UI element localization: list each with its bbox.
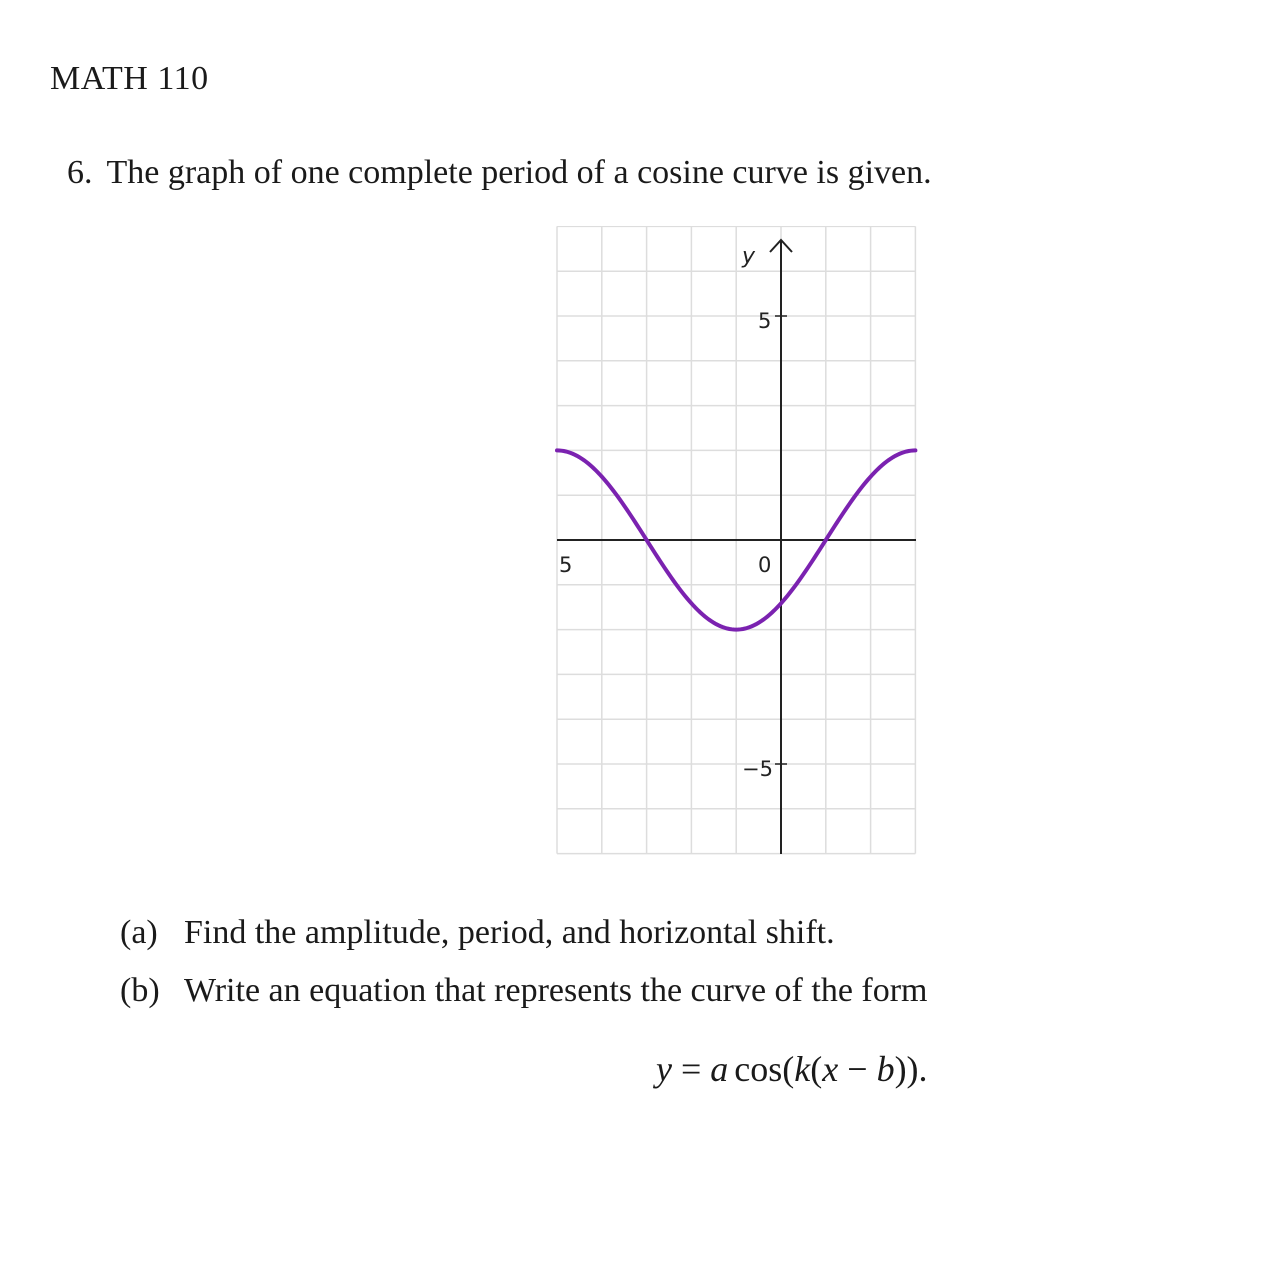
question-text: The graph of one complete period of a cosine curve is given. [106, 154, 932, 191]
part-b-text: Write an equation that represents the curve of the form [184, 972, 928, 1009]
formula-cos: cos( [734, 1049, 795, 1089]
question-number: 6. [67, 154, 93, 191]
tick-label-origin: 0 [758, 553, 772, 577]
formula-open: ( [810, 1049, 823, 1089]
formula-close: )). [894, 1049, 928, 1089]
cosine-graph [540, 226, 930, 866]
tick-label-x-5: 5 [559, 553, 573, 577]
formula-minus: − [847, 1049, 868, 1089]
y-axis-label: y [742, 244, 756, 269]
graph-svg [540, 226, 930, 866]
part-a-label: (a) [120, 914, 158, 951]
part-b [120, 972, 928, 1030]
formula-k: k [794, 1049, 811, 1089]
part-a [120, 914, 928, 972]
course-title: MATH 110 [50, 60, 209, 97]
part-b-label: (b) [120, 972, 160, 1009]
formula-equals: = [680, 1049, 702, 1089]
question-6 [67, 154, 932, 192]
equation-form [656, 1048, 928, 1090]
formula-b: b [876, 1049, 895, 1089]
question-parts [120, 914, 928, 1030]
formula-a: a [710, 1049, 729, 1089]
tick-label-y-neg5: −5 [742, 757, 773, 781]
part-a-text: Find the amplitude, period, and horizontal shift. [184, 914, 835, 951]
formula-y: y [656, 1049, 672, 1089]
tick-label-y-5: 5 [758, 309, 772, 333]
formula-x: x [822, 1049, 839, 1089]
